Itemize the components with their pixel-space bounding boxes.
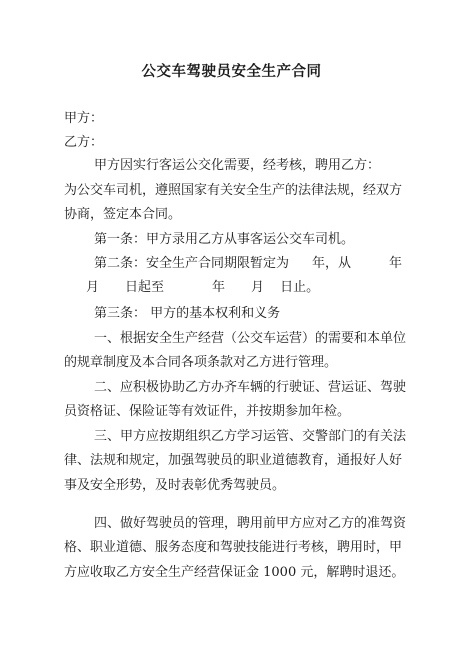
- article-2-term-text: 第二条：安全生产合同期限暂定为: [94, 256, 290, 271]
- clause-4-line: 四、做好驾驶员的管理，聘用前甲方应对乙方的准驾资: [94, 516, 407, 531]
- article-2-year-label: 年: [389, 256, 403, 271]
- clause-2-line: 员资格证、保险证等有效证件，并按期参加年检。: [64, 404, 351, 419]
- clause-2-line: 二、应积极协助乙方办齐车辆的行驶证、营运证、驾驶: [94, 380, 407, 395]
- paragraph-line: 为公交车司机，遵照国家有关安全生产的法律法规，经双方: [64, 183, 403, 198]
- article-2-end-day: 日止。: [280, 280, 320, 295]
- article-2-end-year: 年: [212, 280, 226, 295]
- article-2-end-month: 月: [251, 280, 265, 295]
- clause-3-line: 事及安全形势，及时表彰优秀驾驶员。: [64, 478, 286, 493]
- article-2-line-2: [86, 280, 319, 296]
- paragraph-line: 甲方因实行客运公交化需要，经考核，聘用乙方：: [94, 158, 381, 173]
- clause-4-line: 方应收取乙方安全生产经营保证金 1000 元，解聘时退还。: [64, 565, 405, 580]
- party-a-line: 甲方：: [64, 111, 104, 126]
- article-3-heading: 第三条： 甲方的基本权利和义务: [94, 306, 281, 321]
- clause-4-line: 格、职业道德、服务态度和驾驶技能进行考核，聘用时，甲: [64, 540, 403, 555]
- clause-3-line: 三、甲方应按期组织乙方学习运管、交警部门的有关法: [94, 429, 407, 444]
- article-2-year-from: 年，从: [312, 256, 352, 271]
- clause-1-line: 的规章制度及本合同各项条款对乙方进行管理。: [64, 355, 338, 370]
- paragraph-line: 协商，签定本合同。: [64, 207, 182, 222]
- clause-3-line: 律、法规和规定，加强驾驶员的职业道德教育，通报好人好: [64, 453, 403, 468]
- document-title: 公交车驾驶员安全生产合同: [141, 64, 322, 80]
- party-b-line: 乙方：: [64, 135, 104, 150]
- clause-1-line: 一、根据安全生产经营（公交车运营）的需要和本单位: [94, 331, 407, 346]
- article-2-line-1: [94, 256, 402, 272]
- article-1-line: 第一条：甲方录用乙方从事客运公交车司机。: [94, 232, 355, 247]
- article-2-day-from: 日起至: [125, 280, 165, 295]
- article-2-month-label: 月: [86, 280, 100, 295]
